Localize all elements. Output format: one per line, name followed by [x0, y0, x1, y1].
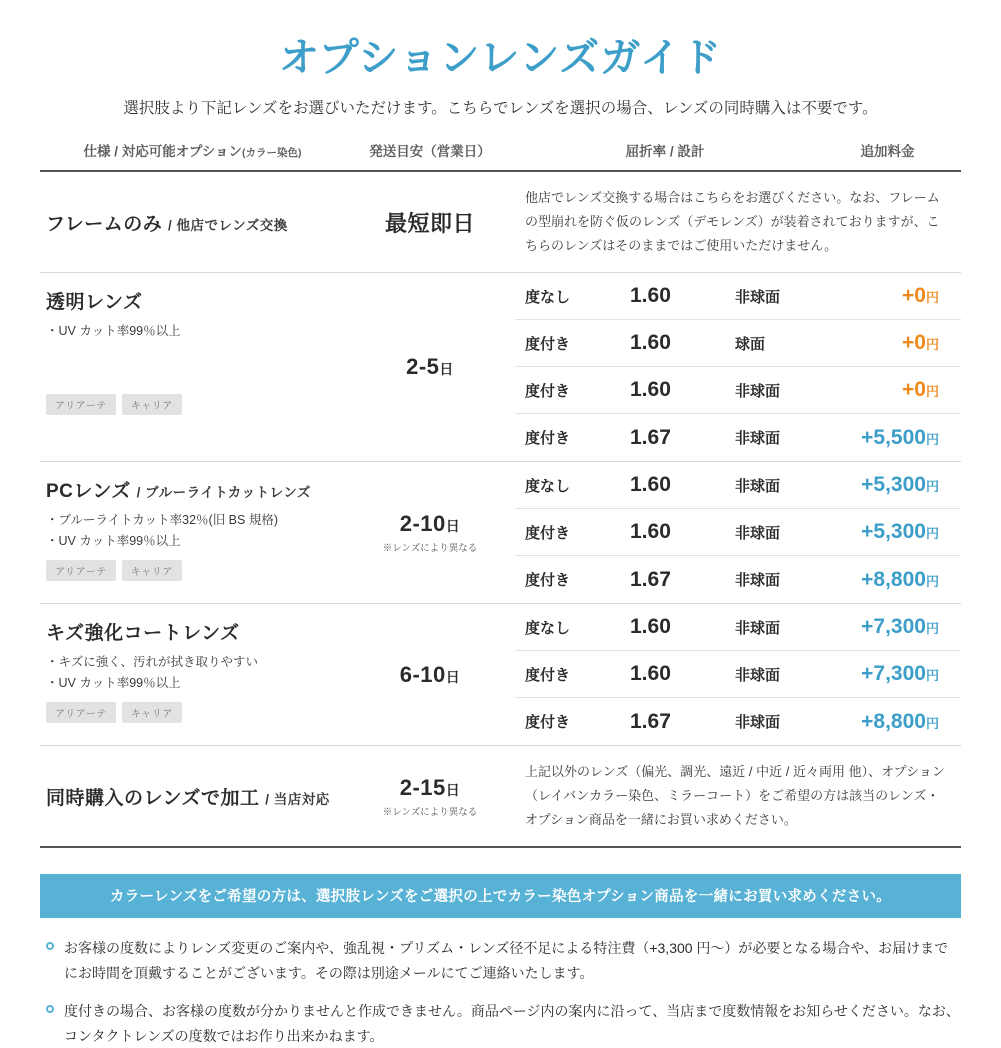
- ship-estimate-value: 2-15: [399, 774, 446, 800]
- row-spec-clear-lens: [40, 273, 345, 461]
- option-degree: 度付き: [525, 666, 571, 684]
- table-row: [40, 462, 961, 604]
- ship-estimate-unit: 日: [445, 781, 461, 798]
- lens-options-table: [40, 170, 961, 848]
- option-price-yen: 円: [925, 337, 939, 353]
- ship-estimate-value: 2-5: [406, 354, 440, 380]
- row-note-text: 上記以外のレンズ（偏光、調光、遠近 / 中近 / 近々両用 他）、オプション（レイバンカラー染色、ミラーコート）をご希望の方は該当のレンズ・オプション商品を一緒にお買い求めください。: [525, 764, 945, 828]
- option-price: [855, 378, 961, 402]
- footnote-text: 度付きの場合、お客様の度数が分かりませんと作成できません。商品ページ内の案内に沿って、当店まで度数情報をお知らせください。なお、コンタクトレンズの度数ではお作り出来かねます。: [64, 1003, 960, 1044]
- row-note-text: 他店でレンズ交換する場合はこちらをお選びください。なお、フレームの型崩れを防ぐ仮のレンズ（デモレンズ）が装着されておりますが、こちらのレンズはそのままではご使用いただけません。: [525, 190, 940, 254]
- option-degree: 度付き: [525, 524, 571, 542]
- lens-option-row: [515, 556, 961, 603]
- option-index: 1.60: [630, 662, 671, 686]
- lens-name: [46, 476, 339, 503]
- lens-name: [46, 618, 339, 645]
- option-price-yen: 円: [925, 431, 939, 447]
- row-ship-processing: [345, 746, 515, 846]
- row-note-processing: [515, 746, 961, 846]
- option-price-value: +8,800: [861, 709, 926, 733]
- ship-note: ※レンズにより異なる: [382, 806, 478, 818]
- option-degree: 度なし: [525, 288, 571, 306]
- option-design: 非球面: [735, 666, 781, 684]
- option-index: 1.67: [630, 709, 671, 733]
- option-index: 1.60: [630, 284, 671, 308]
- lens-name: [46, 209, 288, 236]
- option-design: 非球面: [735, 382, 781, 400]
- lens-name: [46, 783, 330, 810]
- badge-ariate: アリアーテ: [46, 560, 116, 581]
- option-price-value: +0: [902, 378, 926, 402]
- lens-feature-item: ・UV カット率99％以上: [46, 324, 181, 339]
- lens-name-main: キズ強化コートレンズ: [46, 623, 240, 645]
- ship-note: ※レンズにより異なる: [382, 543, 478, 555]
- option-design: 非球面: [735, 619, 781, 637]
- footnote-item: [40, 936, 961, 985]
- lens-option-row: [515, 462, 961, 509]
- lens-feature-item: ・キズに強く、汚れが拭き取りやすい: [46, 655, 259, 670]
- option-price-value: +0: [902, 331, 926, 355]
- lens-name-main: 同時購入のレンズで加工: [46, 787, 260, 809]
- lens-badges: [46, 394, 339, 415]
- lens-name-main: PCレンズ: [46, 481, 131, 503]
- lens-name: [46, 287, 339, 314]
- option-price-value: +0: [902, 284, 926, 308]
- lens-features: [46, 652, 339, 693]
- row-ship-pc-lens: [345, 462, 515, 603]
- page-title: オプションレンズガイド: [279, 36, 722, 80]
- row-ship-frame-only: [345, 172, 515, 272]
- column-header-spec: [40, 140, 345, 160]
- option-design: 非球面: [735, 572, 781, 590]
- option-design: 非球面: [735, 524, 781, 542]
- option-price-yen: 円: [925, 668, 939, 684]
- row-options-pc-lens: [515, 462, 961, 603]
- row-ship-scratch-lens: [345, 604, 515, 745]
- circle-bullet-icon: [46, 942, 54, 950]
- option-price: [855, 662, 961, 686]
- ship-estimate-unit: 日: [439, 361, 454, 378]
- ship-estimate-value: 2-10: [399, 511, 446, 537]
- lens-feature-item: ・UV カット率99％以上: [46, 675, 181, 690]
- table-row: [40, 746, 961, 848]
- option-degree: 度付き: [525, 430, 571, 448]
- row-spec-scratch-lens: [40, 604, 345, 745]
- footnote-item: [40, 999, 961, 1048]
- option-price-value: +5,300: [861, 473, 926, 497]
- lens-feature-item: ・UV カット率99％以上: [46, 533, 181, 548]
- lens-name-sub: / 他店でレンズ交換: [168, 217, 288, 233]
- badge-ariate: アリアーテ: [46, 394, 116, 415]
- option-degree: 度なし: [525, 619, 571, 637]
- option-price-value: +5,300: [861, 520, 926, 544]
- option-degree: 度付き: [525, 714, 571, 732]
- option-price: [855, 615, 961, 639]
- option-design: 非球面: [735, 288, 781, 306]
- column-headers: [40, 140, 961, 170]
- option-degree: 度付き: [525, 572, 571, 590]
- option-price-value: +5,500: [861, 425, 926, 449]
- row-spec-pc-lens: [40, 462, 345, 603]
- lens-badges: [46, 702, 339, 723]
- option-price-yen: 円: [925, 621, 939, 637]
- lens-features: [46, 321, 339, 342]
- column-header-ship: 発送目安（営業日）: [369, 144, 491, 159]
- lens-option-row: [515, 273, 961, 320]
- option-price: [855, 284, 961, 308]
- lens-option-row: [515, 509, 961, 556]
- lens-option-row: [515, 414, 961, 461]
- option-price: [855, 331, 961, 355]
- option-price-value: +7,300: [861, 615, 926, 639]
- column-header-price: 追加料金: [860, 144, 915, 159]
- lens-option-row: [515, 367, 961, 414]
- badge-ariate: アリアーテ: [46, 702, 116, 723]
- circle-bullet-icon: [46, 1005, 54, 1013]
- badge-carrier: キャリア: [122, 394, 182, 415]
- lens-option-row: [515, 320, 961, 367]
- color-lens-banner: カラーレンズをご希望の方は、選択肢レンズをご選択の上でカラー染色オプション商品を一緒にお買い求めください。: [40, 874, 961, 918]
- lens-option-row: [515, 604, 961, 651]
- option-price: [855, 568, 961, 592]
- footnotes: [40, 936, 961, 1048]
- option-price: [855, 710, 961, 734]
- lens-name-sub: / ブルーライトカットレンズ: [136, 485, 311, 501]
- option-design: 非球面: [735, 430, 781, 448]
- option-design: 球面: [735, 335, 766, 353]
- column-header-index: 屈折率 / 設計: [625, 144, 705, 159]
- lens-option-row: [515, 651, 961, 698]
- option-price-value: +8,800: [861, 567, 926, 591]
- lens-name-main: 透明レンズ: [46, 292, 143, 314]
- option-price-yen: 円: [925, 715, 939, 731]
- page-subtitle: 選択肢より下記レンズをお選びいただけます。こちらでレンズを選択の場合、レンズの同時購入は不要です。: [123, 100, 878, 117]
- option-design: 非球面: [735, 714, 781, 732]
- row-note-frame-only: [515, 172, 961, 272]
- table-row: [40, 172, 961, 273]
- option-design: 非球面: [735, 477, 781, 495]
- row-options-scratch-lens: [515, 604, 961, 745]
- row-options-clear-lens: [515, 273, 961, 461]
- column-header-spec-note: (カラー染色): [242, 147, 302, 159]
- ship-estimate: [400, 662, 461, 688]
- option-degree: 度付き: [525, 335, 571, 353]
- row-spec-processing: [40, 746, 345, 846]
- option-price-yen: 円: [925, 290, 939, 306]
- lens-name-main: フレームのみ: [46, 213, 163, 235]
- ship-estimate: [400, 775, 461, 801]
- option-index: 1.67: [630, 425, 671, 449]
- option-price: [855, 473, 961, 497]
- option-index: 1.67: [630, 567, 671, 591]
- ship-estimate: [400, 511, 461, 537]
- lens-option-row: [515, 698, 961, 745]
- option-index: 1.60: [630, 520, 671, 544]
- ship-estimate: 最短即日: [384, 210, 475, 236]
- lens-features: [46, 510, 339, 551]
- footnote-text: お客様の度数によりレンズ変更のご案内や、強乱視・プリズム・レンズ径不足による特注費（+3,300 円〜）が必要となる場合や、お届けまでにお時間を頂戴することがございます。その際は別途メールにてご連絡いたします。: [64, 940, 949, 981]
- ship-estimate: [406, 354, 454, 380]
- row-ship-clear-lens: [345, 273, 515, 461]
- option-degree: 度付き: [525, 382, 571, 400]
- option-index: 1.60: [630, 331, 671, 355]
- table-row: [40, 604, 961, 746]
- ship-estimate-value: 6-10: [399, 661, 446, 687]
- option-index: 1.60: [630, 378, 671, 402]
- lens-badges: [46, 560, 339, 581]
- option-price-yen: 円: [925, 479, 939, 495]
- row-spec-frame-only: [40, 172, 345, 272]
- option-price-value: +7,300: [861, 662, 926, 686]
- option-price-yen: 円: [925, 384, 939, 400]
- option-price: [855, 426, 961, 450]
- option-price-yen: 円: [925, 526, 939, 542]
- column-header-spec-label: 仕様 / 対応可能オプション: [83, 144, 243, 159]
- option-index: 1.60: [630, 473, 671, 497]
- option-degree: 度なし: [525, 477, 571, 495]
- badge-carrier: キャリア: [122, 702, 182, 723]
- option-index: 1.60: [630, 615, 671, 639]
- option-price: [855, 520, 961, 544]
- badge-carrier: キャリア: [122, 560, 182, 581]
- lens-name-sub: / 当店対応: [265, 791, 330, 807]
- option-price-yen: 円: [925, 573, 939, 589]
- lens-feature-item: ・ブルーライトカット率32％(旧 BS 規格): [46, 513, 278, 528]
- table-row: [40, 273, 961, 462]
- ship-estimate-unit: 日: [445, 668, 461, 685]
- ship-estimate-unit: 日: [445, 518, 461, 535]
